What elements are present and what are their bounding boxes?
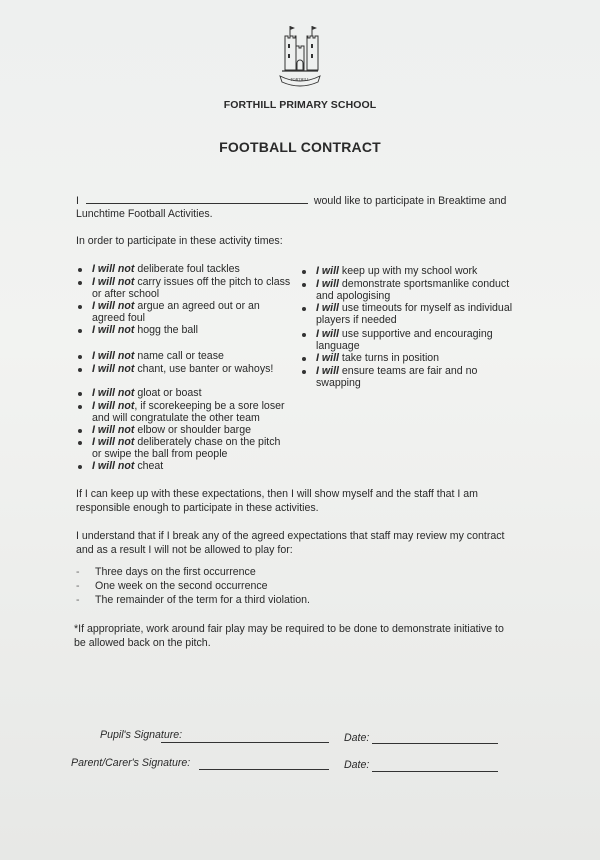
intro-prefix: I — [76, 195, 79, 207]
pupil-signature-label: Pupil's Signature: — [100, 729, 183, 741]
pupil-date-label: Date: — [344, 732, 370, 744]
bullet-icon — [78, 405, 82, 409]
school-name: FORTHILL PRIMARY SCHOOL — [223, 99, 377, 111]
intro-suffix: would like to participate in Breaktime and — [313, 195, 507, 207]
parent-signature-field[interactable] — [199, 769, 329, 770]
bullet-icon — [78, 355, 82, 359]
bullet-icon — [78, 281, 82, 285]
bullet-icon — [302, 283, 306, 287]
bullet-icon — [302, 357, 306, 361]
bullet-icon — [302, 307, 306, 311]
bullet-icon — [78, 305, 82, 309]
consequences-line-1: I understand that if I break any of the agreed expectations that staff may review my contract — [76, 530, 505, 542]
consequences-line-2: and as a result I will not be allowed to play for: — [76, 544, 293, 556]
bullet-icon — [78, 268, 82, 272]
school-crest-logo — [276, 24, 324, 94]
intro-line-2: Lunchtime Football Activities. — [76, 208, 213, 220]
document-title: FOOTBALL CONTRACT — [219, 139, 381, 155]
parent-signature-label: Parent/Carer's Signature: — [71, 757, 191, 769]
expectations-line-1: If I can keep up with these expectations, then I will show myself and the staff that I am — [76, 488, 478, 500]
bullet-icon — [78, 392, 82, 396]
bullet-icon — [302, 333, 306, 337]
intro-lead: In order to participate in these activity times: — [76, 235, 283, 247]
bullet-icon — [78, 465, 82, 469]
parent-date-field[interactable] — [372, 771, 498, 772]
bullet-icon — [78, 429, 82, 433]
bullet-icon — [302, 270, 306, 274]
note-line-1: *If appropriate, work around fair play may be required to be done to demonstrate initiative to — [74, 623, 504, 635]
bullet-icon — [302, 370, 306, 374]
contract-page: FORTHILL FORTHILL PRIMARY SCHOOL FOOTBALL CONTRACT I would like to participate in Breaktime and Lunchtime Football Activities. In order to participate in these activity times: I will not deliberate foul tackles I will not carry issues off the pitch to class or after school I will not argue an agreed out or an agreed foul I will not hogg the ball I will not name call or tease I will not chant, use banter or wahoys! I will not gloat or boast I will not, if scorekeeping be a sore loser and will congratulate the other team I will not elbow or shoulder barge I will not deliberately chase on the pitch or swipe the ball from people I will not cheat I will keep up with my school work I will demonstrate sportsmanlike conduct and apologising I will use timeouts for myself as individual players if needed I will use supportive and encouraging language I will take turns in position I will ensure teams are fair and no swapping If I can keep up with these expectations, then I will show myself and the staff that I am responsible enough to participate in these activities. I understand that if I break any of the agreed expectations that staff may review my contract and as a result I will not be allowed to play for: - Three days on the first occurrence - One week on the second occurrence - The remainder of the term for a third violation. *If appropriate, work around fair play may be required to be done to demonstrate initiative to be allowed back on the pitch. Pupil's Signature: Date: Parent/Carer's Signature: Date: — [0, 0, 600, 860]
crest-motto: FORTHILL — [290, 77, 310, 82]
note-line-2: be allowed back on the pitch. — [74, 637, 211, 649]
parent-date-label: Date: — [344, 759, 370, 771]
expectations-line-2: responsible enough to participate in these activities. — [76, 502, 319, 514]
intro-line-1 — [76, 193, 506, 207]
bullet-icon — [78, 441, 82, 445]
bullet-icon — [78, 329, 82, 333]
pupil-signature-field[interactable] — [161, 742, 329, 743]
bullet-icon — [78, 368, 82, 372]
pupil-date-field[interactable] — [372, 743, 498, 744]
participant-name-field[interactable] — [86, 193, 308, 204]
